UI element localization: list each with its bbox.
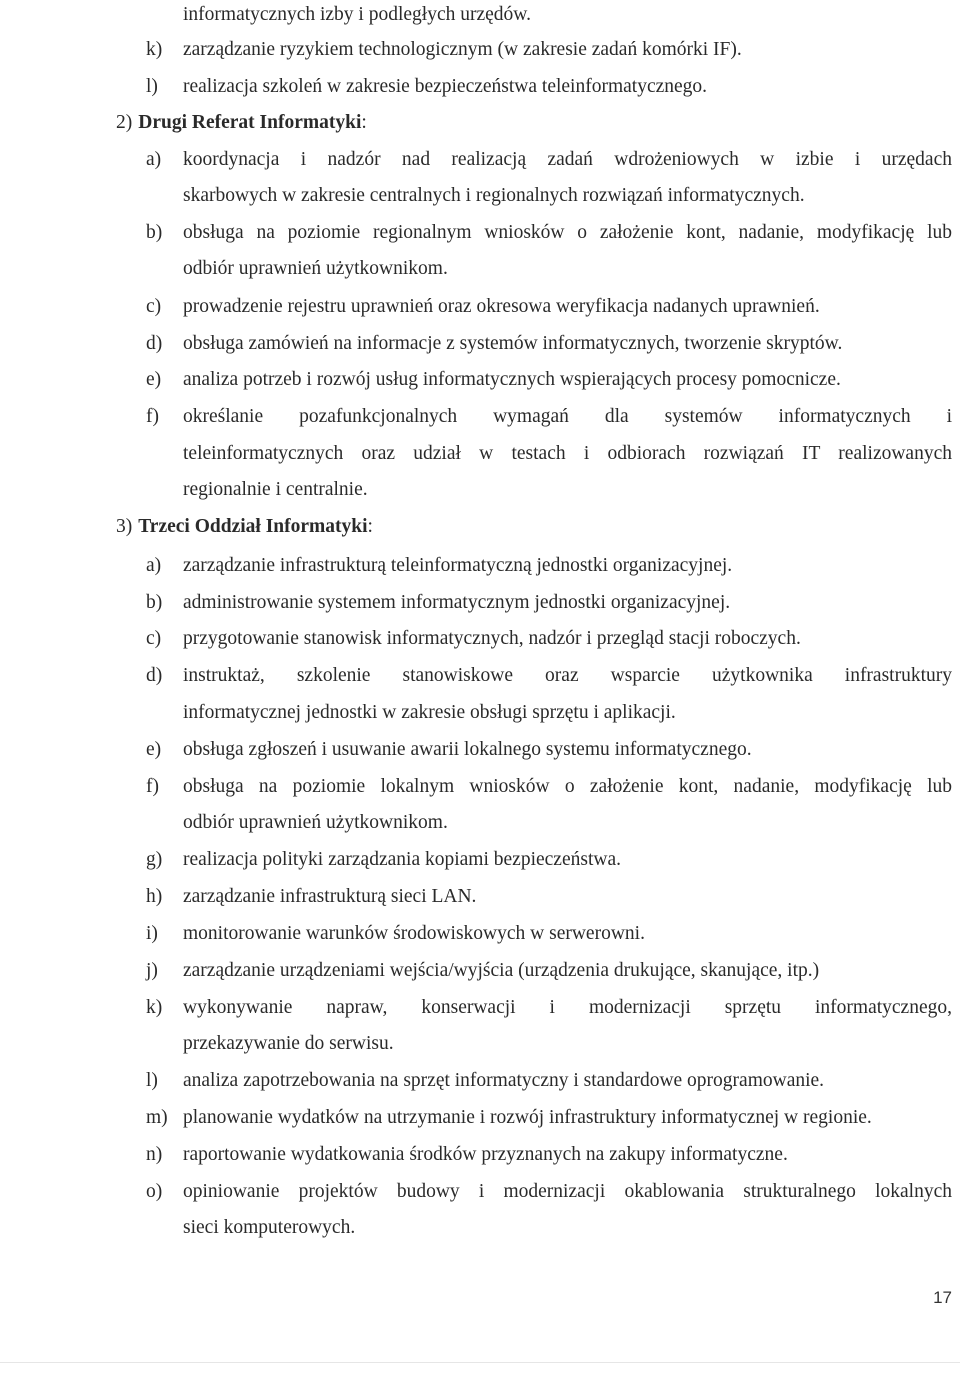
list-item-text-line: administrowanie systemem informatycznym jednostki organizacyjnej.	[183, 592, 731, 613]
list-marker: b)	[146, 592, 163, 613]
list-item-text-line: raportowanie wydatkowania środków przyznanych na zakupy informatyczne.	[183, 1144, 788, 1165]
list-item-text-line: przygotowanie stanowisk informatycznych, nadzór i przegląd stacji roboczych.	[183, 628, 801, 649]
section-number: 3)	[116, 516, 133, 537]
list-item-text-line: prowadzenie rejestru uprawnień oraz okresowa weryfikacja nadanych uprawnień.	[183, 296, 820, 317]
section-title: Drugi Referat Informatyki	[138, 112, 362, 133]
list-item-text-line: wykonywanie napraw, konserwacji i modernizacji sprzętu informatycznego,	[183, 997, 952, 1018]
list-item-text-line: obsługa na poziomie regionalnym wniosków o założenie kont, nadanie, modyfikację lub	[183, 222, 952, 243]
list-item-text-line: realizacja polityki zarządzania kopiami bezpieczeństwa.	[183, 849, 621, 870]
list-item-text: realizacja szkoleń w zakresie bezpieczeństwa teleinformatycznego.	[183, 76, 708, 97]
list-marker: f)	[146, 776, 159, 797]
list-item-text-line: analiza potrzeb i rozwój usług informatycznych wspierających procesy pomocnicze.	[183, 369, 841, 390]
page-number: 17	[933, 1288, 952, 1307]
list-item-text-line: teleinformatycznych oraz udział w testach i odbiorach rozwiązań IT realizowanych	[183, 443, 952, 464]
section-title-colon: :	[367, 516, 373, 537]
list-marker: c)	[146, 628, 162, 649]
list-marker: h)	[146, 886, 163, 907]
list-item-text-line: opiniowanie projektów budowy i modernizacji okablowania strukturalnego lokalnych	[183, 1181, 952, 1202]
section-title: Trzeci Oddział Informatyki	[138, 516, 368, 537]
list-item-text-line: instruktaż, szkolenie stanowiskowe oraz wsparcie użytkownika infrastruktury	[183, 665, 952, 686]
list-item-text-line: określanie pozafunkcjonalnych wymagań dla systemów informatycznych i	[183, 406, 952, 427]
list-marker: f)	[146, 406, 159, 427]
list-item-text-line: analiza zapotrzebowania na sprzęt informatyczny i standardowe oprogramowanie.	[183, 1070, 825, 1091]
list-item-text-line: zarządzanie infrastrukturą teleinformatyczną jednostki organizacyjnej.	[183, 555, 733, 576]
list-marker: k)	[146, 997, 163, 1018]
section-heading	[116, 515, 373, 539]
list-item-text-line: monitorowanie warunków środowiskowych w serwerowni.	[183, 923, 645, 944]
list-item-text-line: informatycznej jednostki w zakresie obsługi sprzętu i aplikacji.	[183, 702, 676, 723]
list-item-text-line: odbiór uprawnień użytkownikom.	[183, 812, 448, 833]
footer-divider	[0, 1362, 960, 1363]
list-marker: b)	[146, 222, 163, 243]
list-marker: d)	[146, 333, 163, 354]
section-heading	[116, 111, 367, 135]
list-item-text: zarządzanie ryzykiem technologicznym (w zakresie zadań komórki IF).	[183, 39, 742, 60]
list-marker: e)	[146, 739, 162, 760]
list-marker: a)	[146, 149, 162, 170]
list-marker: o)	[146, 1181, 163, 1202]
list-marker: c)	[146, 296, 162, 317]
list-item-text-line: obsługa na poziomie lokalnym wniosków o założenie kont, nadanie, modyfikację lub	[183, 776, 952, 797]
section-number: 2)	[116, 112, 133, 133]
list-marker: l)	[146, 1070, 158, 1091]
list-item-text-line: planowanie wydatków na utrzymanie i rozwój infrastruktury informatycznej w regionie.	[183, 1107, 872, 1128]
list-marker: e)	[146, 369, 162, 390]
list-marker: k)	[146, 39, 163, 60]
section-title-colon: :	[361, 112, 367, 133]
list-marker: d)	[146, 665, 163, 686]
list-item-text-line: zarządzanie infrastrukturą sieci LAN.	[183, 886, 477, 907]
list-item-text-line: obsługa zamówień na informacje z systemów informatycznych, tworzenie skryptów.	[183, 333, 843, 354]
list-marker: i)	[146, 923, 158, 944]
list-item-text-line: regionalnie i centralnie.	[183, 479, 368, 500]
list-marker: g)	[146, 849, 163, 870]
list-marker: m)	[146, 1107, 168, 1128]
list-item-text-line: sieci komputerowych.	[183, 1217, 356, 1238]
list-marker: j)	[146, 960, 158, 981]
list-marker: l)	[146, 76, 158, 97]
list-item-text-line: obsługa zgłoszeń i usuwanie awarii lokalnego systemu informatycznego.	[183, 739, 752, 760]
list-marker: a)	[146, 555, 162, 576]
continuation-line: informatycznych izby i podległych urzędów.	[183, 4, 531, 25]
list-item-text-line: koordynacja i nadzór nad realizacją zadań wdrożeniowych w izbie i urzędach	[183, 149, 952, 170]
list-item-text-line: skarbowych w zakresie centralnych i regionalnych rozwiązań informatycznych.	[183, 185, 805, 206]
list-item-text-line: odbiór uprawnień użytkownikom.	[183, 258, 448, 279]
list-item-text-line: zarządzanie urządzeniami wejścia/wyjścia (urządzenia drukujące, skanujące, itp.)	[183, 960, 820, 981]
list-marker: n)	[146, 1144, 163, 1165]
list-item-text-line: przekazywanie do serwisu.	[183, 1033, 394, 1054]
